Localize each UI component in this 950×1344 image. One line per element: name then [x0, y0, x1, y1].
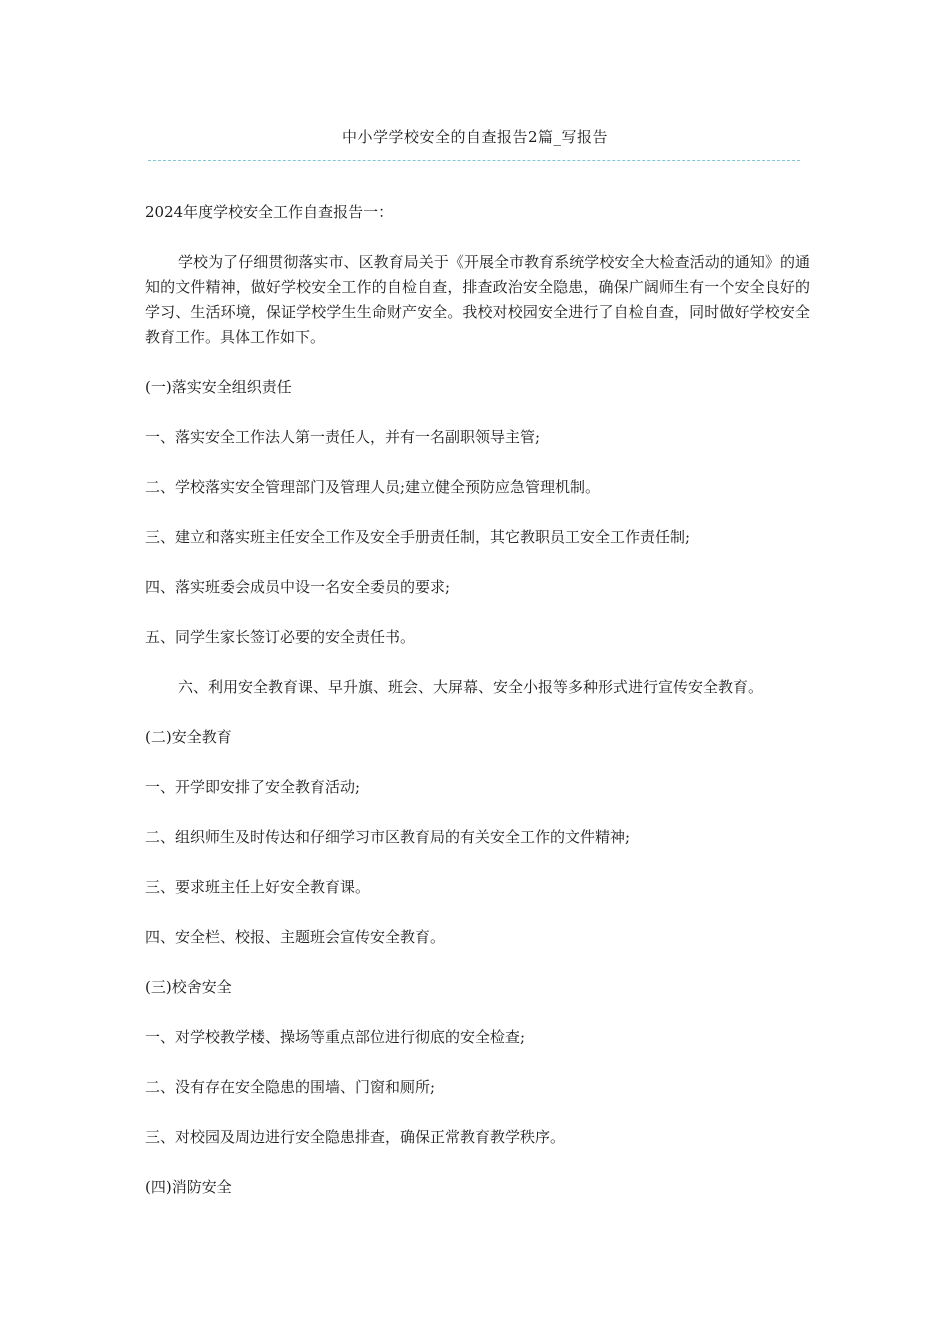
document-body: [145, 200, 810, 1225]
intro-paragraph: 学校为了仔细贯彻落实市、区教育局关于《开展全市教育系统学校安全大检查活动的通知》的通知的文件精神，做好学校安全工作的自检自查，排查政治安全隐患，确保广阔师生有一个安全良好的学习、生活环境，保证学校学生生命财产安全。我校对校园安全进行了自检自查，同时做好学校安全教育工作。具体工作如下。: [145, 253, 810, 346]
list-item: 六、利用安全教育课、早升旗、班会、大屏幕、安全小报等多种形式进行宣传安全教育。: [178, 678, 764, 696]
section-heading: (三)校舍安全: [145, 978, 232, 996]
list-item: 四、安全栏、校报、主题班会宣传安全教育。: [145, 928, 446, 946]
list-item: 二、组织师生及时传达和仔细学习市区教育局的有关安全工作的文件精神;: [145, 828, 631, 846]
list-item: 五、同学生家长签订必要的安全责任书。: [145, 628, 416, 646]
section-heading: (二)安全教育: [145, 728, 232, 746]
list-item: 三、对校园及周边进行安全隐患排查，确保正常教育教学秩序。: [145, 1128, 566, 1146]
list-item: 二、没有存在安全隐患的围墙、门窗和厕所;: [145, 1078, 436, 1096]
document-title: 中小学学校安全的自查报告2篇_写报告: [341, 128, 609, 146]
list-item: 一、落实安全工作法人第一责任人，并有一名副职领导主管;: [145, 428, 541, 446]
title-divider: [148, 160, 800, 161]
report-heading: 2024年度学校安全工作自查报告一：: [145, 203, 394, 221]
section-heading: (一)落实安全组织责任: [145, 378, 292, 396]
list-item: 四、落实班委会成员中设一名安全委员的要求;: [145, 578, 451, 596]
list-item: 一、开学即安排了安全教育活动;: [145, 778, 361, 796]
list-item: 一、对学校教学楼、操场等重点部位进行彻底的安全检查;: [145, 1028, 526, 1046]
list-item: 二、学校落实安全管理部门及管理人员;建立健全预防应急管理机制。: [145, 478, 601, 496]
list-item: 三、要求班主任上好安全教育课。: [145, 878, 371, 896]
section-heading: (四)消防安全: [145, 1178, 232, 1196]
list-item: 三、建立和落实班主任安全工作及安全手册责任制，其它教职员工安全工作责任制;: [145, 528, 691, 546]
